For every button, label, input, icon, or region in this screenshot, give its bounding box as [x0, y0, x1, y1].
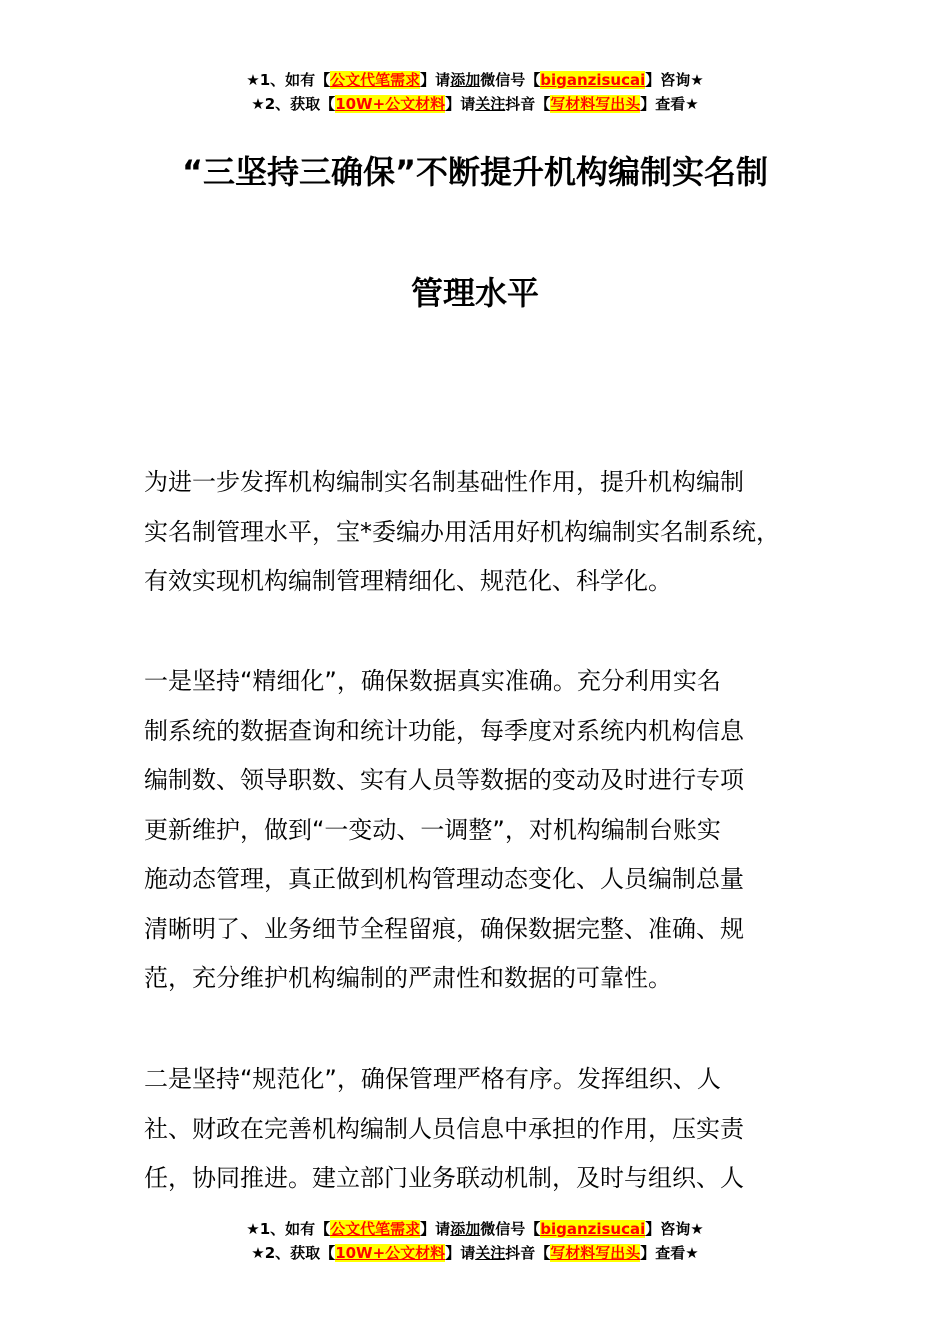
promo-text: 】请 — [420, 71, 451, 89]
paragraph-line: 更新维护，做到“一变动、一调整”，对机构编制台账实 — [144, 815, 721, 844]
paragraph-line: 为进一步发挥机构编制实名制基础性作用，提升机构编制 — [144, 468, 744, 496]
promo-banner-top — [0, 68, 950, 116]
promo-text: ★1、如有【 — [246, 1220, 331, 1238]
promo-highlight: 公文代笔需求 — [330, 71, 421, 89]
paragraph-line: 社、财政在完善机构编制人员信息中承担的作用，压实责 — [144, 1114, 744, 1143]
promo-highlight: 10W+公文材料 — [335, 95, 446, 113]
promo-text: 】咨询★ — [645, 71, 704, 89]
promo-emphasis: 关注 — [475, 1244, 506, 1262]
promo-text: 抖音【 — [505, 1244, 551, 1262]
promo-line-2 — [0, 1241, 950, 1265]
paragraph-line: 一是坚持“精细化”，确保数据真实准确。充分利用实名 — [144, 667, 721, 695]
promo-text: 】请 — [445, 95, 476, 113]
promo-text: 】咨询★ — [645, 1220, 704, 1238]
document-title-line-2: 管理水平 — [410, 274, 539, 312]
paragraph-line: 清晰明了、业务细节全程留痕，确保数据完整、准确、规 — [144, 914, 744, 943]
promo-line-1 — [0, 68, 950, 92]
paragraph-line: 实名制管理水平，宝*委编办用活用好机构编制实名制系统， — [144, 517, 780, 546]
promo-text: 】查看★ — [640, 95, 699, 113]
promo-highlight-wechat-id: biganzisucai — [540, 1220, 646, 1238]
promo-line-1 — [0, 1217, 950, 1241]
body-paragraph-first-point — [144, 657, 824, 1004]
promo-text: ★1、如有【 — [246, 71, 331, 89]
body-paragraph-intro — [144, 458, 824, 607]
promo-highlight: 10W+公文材料 — [335, 1244, 446, 1262]
promo-text: 】查看★ — [640, 1244, 699, 1262]
promo-text: 抖音【 — [505, 95, 551, 113]
paragraph-line: 二是坚持“规范化”，确保管理严格有序。发挥组织、人 — [144, 1065, 721, 1093]
promo-line-2 — [0, 92, 950, 116]
promo-banner-bottom — [0, 1217, 950, 1265]
paragraph-line: 范，充分维护机构编制的严肃性和数据的可靠性。 — [144, 964, 672, 992]
paragraph-line: 制系统的数据查询和统计功能，每季度对系统内机构信息 — [144, 716, 744, 745]
promo-text: 微信号【 — [480, 71, 541, 89]
promo-highlight-douyin-id: 写材料写出头 — [550, 1244, 641, 1262]
body-paragraph-second-point — [144, 1055, 824, 1204]
promo-text: 微信号【 — [480, 1220, 541, 1238]
promo-text: ★2、获取【 — [251, 95, 336, 113]
promo-text: 】请 — [445, 1244, 476, 1262]
promo-text: ★2、获取【 — [251, 1244, 336, 1262]
promo-emphasis: 关注 — [475, 95, 506, 113]
promo-text: 】请 — [420, 1220, 451, 1238]
promo-highlight-wechat-id: biganzisucai — [540, 71, 646, 89]
paragraph-line: 编制数、领导职数、实有人员等数据的变动及时进行专项 — [144, 766, 744, 794]
promo-highlight: 公文代笔需求 — [330, 1220, 421, 1238]
paragraph-line: 有效实现机构编制管理精细化、规范化、科学化。 — [144, 567, 672, 595]
promo-emphasis: 添加 — [450, 1220, 481, 1238]
paragraph-line: 施动态管理，真正做到机构管理动态变化、人员编制总量 — [144, 865, 744, 893]
promo-highlight-douyin-id: 写材料写出头 — [550, 95, 641, 113]
promo-emphasis: 添加 — [450, 71, 481, 89]
document-title-line-1: “三坚持三确保”不断提升机构编制实名制 — [181, 153, 769, 191]
paragraph-line: 任，协同推进。建立部门业务联动机制，及时与组织、人 — [144, 1164, 744, 1192]
